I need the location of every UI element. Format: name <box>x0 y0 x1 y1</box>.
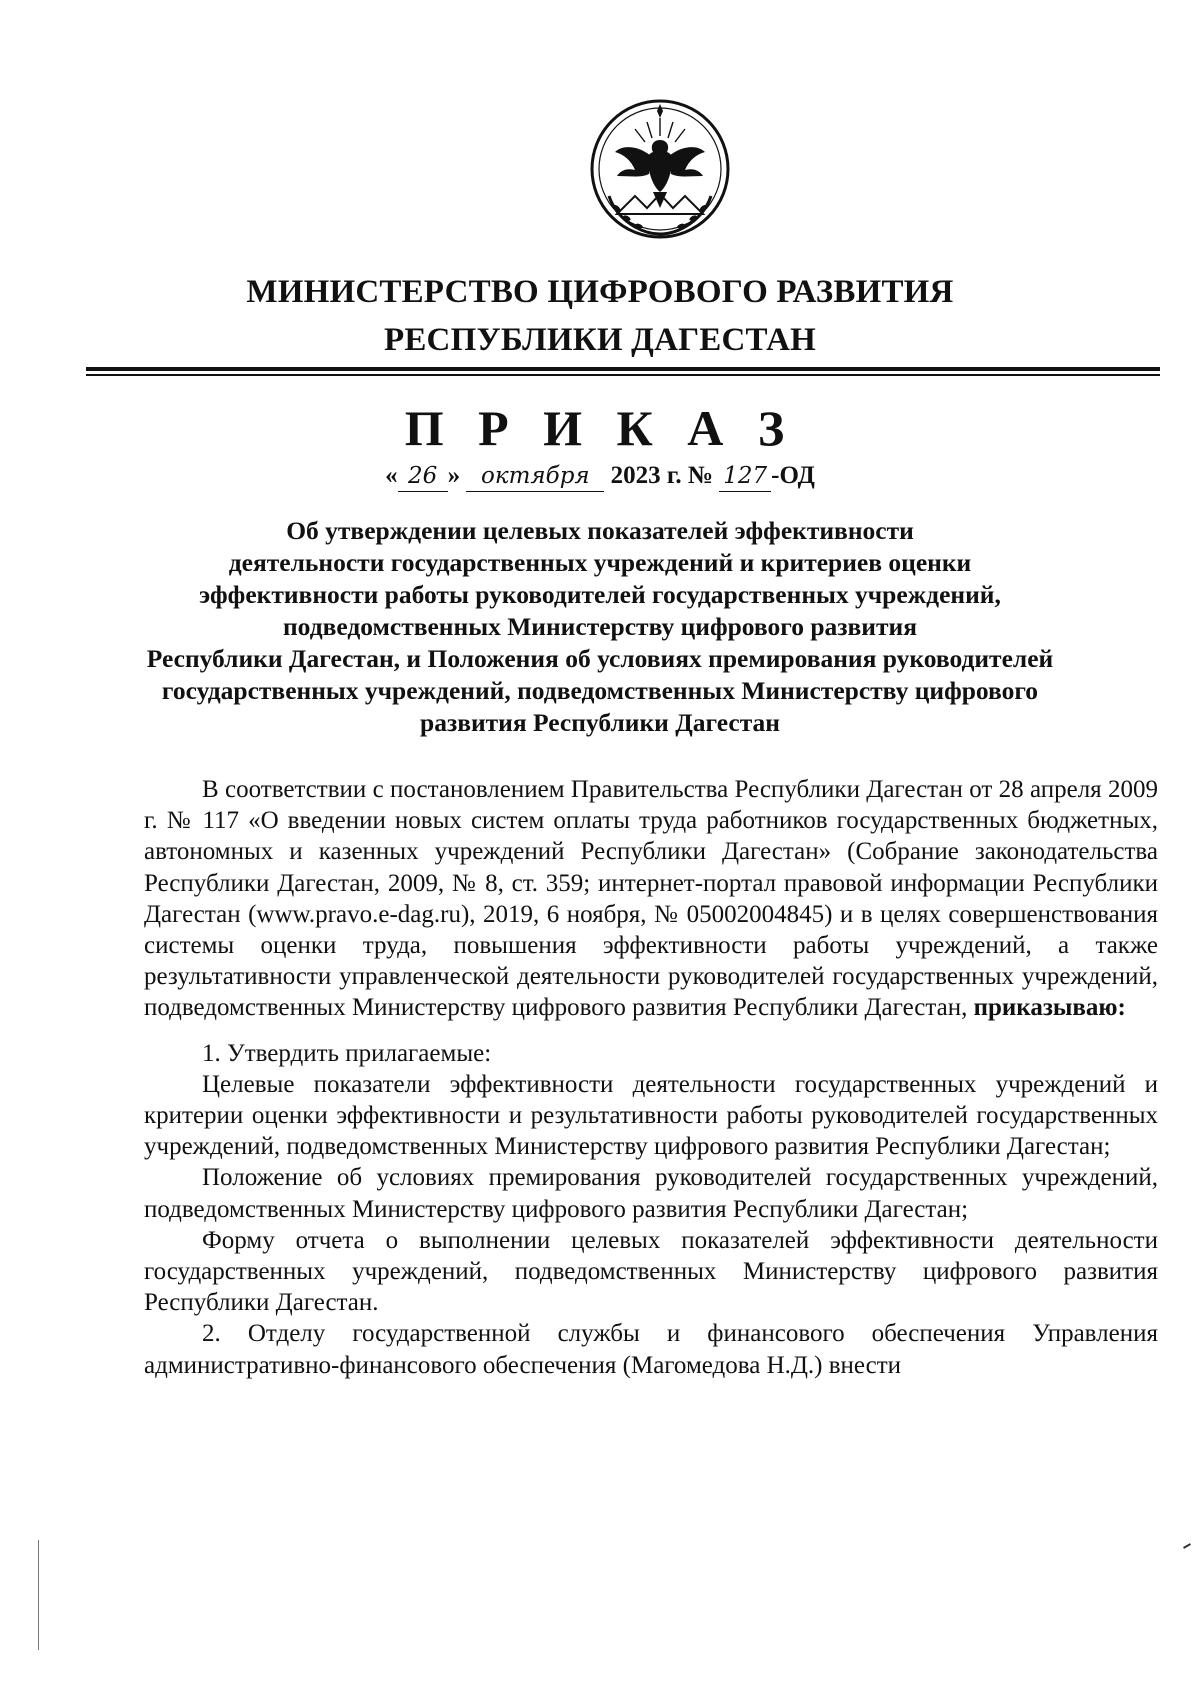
subject-line: государственных учреждений, подведомственных Министерству цифрового <box>161 676 1039 705</box>
subject-line: подведомственных Министерству цифрового развития <box>282 612 917 641</box>
scan-margin-line <box>38 1540 39 1650</box>
item-1-c: Форму отчета о выполнении целевых показателей эффективности деятельности государственных учреждений, подведомственных Министерству цифрового развития Республики Дагестан. <box>144 1226 1158 1317</box>
year-and-number-label: 2023 г. № <box>610 462 713 489</box>
handwritten-day: 26 <box>398 461 448 492</box>
item-2: 2. Отделу государственной службы и финансового обеспечения Управления административно-финансового обеспечения (Магомедова Н.Д.) внести <box>144 1320 1158 1379</box>
coat-of-arms-icon <box>587 96 733 242</box>
subject-line: развития Республики Дагестан <box>420 708 780 737</box>
quote-close: » <box>447 462 461 489</box>
ministry-title-line1: МИНИСТЕРСТВО ЦИФРОВОГО РАЗВИТИЯ <box>246 274 954 310</box>
order-subject <box>130 515 1070 739</box>
order-number-suffix: -ОД <box>771 462 815 489</box>
item-1-a: Целевые показатели эффективности деятельности государственных учреждений и критерии оценки эффективности и результативности работы руководителей государственных учреждений, подведомственных Министерству цифрового развития Республики Дагестан; <box>144 1070 1158 1161</box>
date-number-line <box>300 458 900 494</box>
subject-line: Республики Дагестан, и Положения об условиях премирования руководителей <box>146 644 1054 673</box>
preamble-paragraph <box>144 774 1158 1024</box>
item-1: 1. Утвердить прилагаемые: <box>202 1039 492 1067</box>
preamble-text: В соответствии с постановлением Правительства Республики Дагестан от 28 апреля 2009 г. № 117 «О введении новых систем оплаты труда работников государственных бюджетных, автономных и казенных учреждений Республики Дагестан» (Собрание законодательства Республики Дагестан, 2009, № 8, ст. 359; интернет-портал правовой информации Республики Дагестан (www.pravo.e-dag.ru), 2019, 6 ноября, № 05002004845) и в целях совершенствования системы оценки труда, повышения эффективности работы учреждений, а также результативности управленческой деятельности руководителей государственных учреждений, подведомственных Министерству цифрового развития Республики Дагестан, <box>144 776 1158 1022</box>
ministry-title <box>140 268 1060 364</box>
order-body <box>144 774 1158 1381</box>
scan-margin-mark <box>1183 1543 1191 1549</box>
subject-line: Об утверждении целевых показателей эффективности <box>286 516 914 545</box>
handwritten-order-number: 127 <box>719 461 771 492</box>
header-divider-thick <box>86 367 1160 371</box>
document-type-title: П Р И К А З <box>404 400 796 456</box>
quote-open: « <box>385 462 398 489</box>
subject-line: эффективности работы руководителей государственных учреждений, <box>199 580 1001 609</box>
header-divider-thin <box>86 374 1160 376</box>
handwritten-month: октября <box>466 461 604 492</box>
ministry-title-line2: РЕСПУБЛИКИ ДАГЕСТАН <box>383 322 817 358</box>
order-verb: приказываю: <box>973 994 1126 1022</box>
item-1-b: Положение об условиях премирования руководителей государственных учреждений, подведомственных Министерству цифрового развития Республики Дагестан; <box>144 1164 1158 1223</box>
subject-line: деятельности государственных учреждений и критериев оценки <box>228 548 972 577</box>
